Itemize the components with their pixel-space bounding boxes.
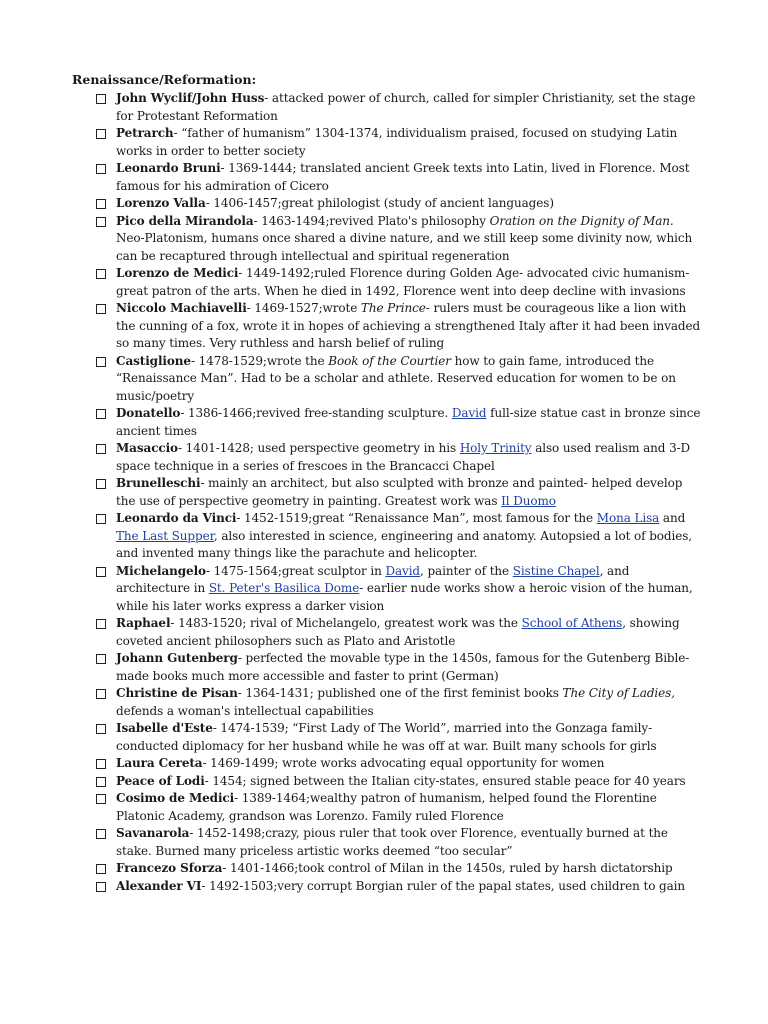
- item-text: - 1469-1499; wrote works advocating equal opportunity for women: [202, 756, 605, 770]
- artwork-link[interactable]: The Last Supper: [116, 528, 214, 543]
- item-text: - 1452-1519;great “Renaissance Man”, most famous for the: [236, 511, 597, 525]
- item-text: , painter of the: [420, 563, 513, 578]
- item-name: Castiglione: [116, 353, 191, 368]
- checkbox-icon[interactable]: [96, 777, 106, 787]
- item-name: Cosimo de Medici: [116, 791, 235, 805]
- item-text: - 1364-1431; published one of the first feminist books: [237, 686, 563, 700]
- list-item: [96, 650, 701, 685]
- checkbox-icon[interactable]: [96, 444, 106, 454]
- checkbox-icon[interactable]: [96, 724, 106, 734]
- item-name: Leonardo da Vinci: [116, 511, 237, 525]
- item-text: , showing coveted ancient philosophers such as Plato and Aristotle: [116, 616, 680, 648]
- list-item: [96, 440, 701, 475]
- item-text: also used realism and 3-D space technique in a series of frescoes in the Brancacci Chapel: [116, 441, 691, 473]
- list-item: [96, 213, 701, 266]
- item-text: , and architecture in: [116, 563, 630, 595]
- checkbox-icon[interactable]: [96, 759, 106, 769]
- item-name: Lorenzo de Medici: [116, 266, 239, 280]
- list-item: [96, 90, 701, 125]
- item-name: Raphael: [116, 616, 171, 630]
- item-text: full-size statue cast in bronze since ancient times: [116, 406, 701, 438]
- item-name: Laura Cereta: [116, 756, 203, 770]
- checkbox-icon[interactable]: [96, 129, 106, 139]
- checkbox-icon[interactable]: [96, 94, 106, 104]
- item-text: - earlier nude works show a heroic vision of the human, while his later works express a darker vision: [116, 581, 693, 613]
- item-name: Christine de Pisan: [116, 686, 238, 700]
- checkbox-icon[interactable]: [96, 479, 106, 489]
- item-name: Petrarch: [116, 126, 174, 140]
- list-item: [96, 685, 701, 720]
- item-text: defends a woman's intellectual capabilities: [116, 703, 374, 718]
- list-item: [96, 160, 701, 195]
- checkbox-icon[interactable]: [96, 864, 106, 874]
- item-name: Niccolo Machiavelli: [116, 301, 247, 315]
- artwork-link[interactable]: Sistine Chapel: [512, 563, 600, 578]
- artwork-link[interactable]: David: [451, 406, 487, 420]
- checkbox-icon[interactable]: [96, 409, 106, 419]
- checkbox-icon[interactable]: [96, 164, 106, 174]
- item-text: - 1475-1564;great sculptor in: [205, 563, 386, 578]
- list-item: [96, 405, 701, 440]
- checkbox-icon[interactable]: [96, 514, 106, 524]
- list-item: [96, 265, 701, 300]
- list-item: [96, 353, 701, 406]
- item-text: Neo-Platonism, humans once shared a divine nature, and we still keep some divinity now, which can be recaptured through intellectual and spiritual regeneration: [116, 231, 693, 263]
- list-item: [96, 790, 701, 825]
- italic-title: The Prince: [360, 301, 426, 315]
- checkbox-icon[interactable]: [96, 829, 106, 839]
- checkbox-icon[interactable]: [96, 357, 106, 367]
- item-text: - perfected the movable type in the 1450s, famous for the Gutenberg Bible- made books much more accessible and faster to print (German): [116, 651, 690, 683]
- item-name: Peace of Lodi: [116, 773, 205, 788]
- list-item: [96, 720, 701, 755]
- artwork-link[interactable]: Il Duomo: [501, 493, 556, 508]
- item-text: - 1389-1464;wealthy patron of humanism, helped found the Florentine Platonic Academy, grandson was Lorenzo. Family ruled Florence: [116, 791, 657, 823]
- item-text: - 1401-1466;took control of Milan in the 1450s, ruled by harsh dictatorship: [222, 861, 673, 875]
- italic-title: The City of Ladies,: [562, 686, 675, 700]
- checkbox-icon[interactable]: [96, 882, 106, 892]
- checkbox-icon[interactable]: [96, 689, 106, 699]
- item-text: - 1478-1529;wrote the: [190, 353, 329, 368]
- item-name: Alexander VI: [116, 878, 202, 893]
- checkbox-icon[interactable]: [96, 654, 106, 664]
- artwork-link[interactable]: Holy Trinity: [459, 441, 532, 455]
- item-text: - attacked power of church, called for simpler Christianity, set the stage for Protestant Reformation: [116, 91, 696, 123]
- checkbox-icon[interactable]: [96, 619, 106, 629]
- item-text: - 1463-1494;revived Plato's philosophy: [253, 213, 490, 228]
- checkbox-icon[interactable]: [96, 269, 106, 279]
- item-name: Johann Gutenberg: [116, 651, 238, 665]
- item-text: - 1369-1444; translated ancient Greek texts into Latin, lived in Florence. Most famous for his admiration of Cicero: [116, 161, 690, 193]
- list-item: [96, 878, 701, 896]
- item-text: - 1483-1520; rival of Michelangelo, greatest work was the: [170, 616, 522, 630]
- artwork-link[interactable]: School of Athens: [521, 616, 623, 630]
- item-text: - 1386-1466;revived free-standing sculpture.: [180, 406, 452, 420]
- item-name: Isabelle d'Este: [116, 721, 213, 735]
- item-name: Michelangelo: [116, 563, 206, 578]
- item-name: Donatello: [116, 406, 181, 420]
- page-title: Renaissance/Reformation:: [72, 72, 257, 87]
- list-item: [96, 195, 701, 213]
- item-text: - 1406-1457;great philologist (study of ancient languages): [205, 196, 554, 210]
- item-name: Savanarola: [116, 826, 190, 840]
- checkbox-icon[interactable]: [96, 217, 106, 227]
- item-text: - 1449-1492;ruled Florence during Golden Age- advocated civic humanism- great patron of the arts. When he died in 1492, Florence went into deep decline with invasions: [116, 266, 690, 298]
- list-item: [96, 825, 701, 860]
- item-text: - mainly an architect, but also sculpted with bronze and painted- helped develop the use of perspective geometry in painting. Greatest work was: [116, 476, 683, 508]
- list-item: [96, 773, 701, 791]
- item-list: [96, 90, 701, 895]
- italic-title: Book of the Courtier: [328, 353, 451, 368]
- checkbox-icon[interactable]: [96, 199, 106, 209]
- list-item: [96, 475, 701, 510]
- item-name: John Wyclif/John Huss: [116, 91, 265, 105]
- item-name: Masaccio: [116, 441, 178, 455]
- checkbox-icon[interactable]: [96, 304, 106, 314]
- list-item: [96, 860, 701, 878]
- list-item: [96, 510, 701, 563]
- item-text: - 1452-1498;crazy, pious ruler that took over Florence, eventually burned at the stake. Burned many priceless artistic works deemed “too secular”: [116, 826, 668, 858]
- item-text: - 1454; signed between the Italian city-states, ensured stable peace for 40 years: [204, 773, 686, 788]
- item-text: - 1469-1527;wrote: [246, 301, 361, 315]
- item-text: , also interested in science, engineering and anatomy. Autopsied a lot of bodies, and invented many things like the parachute and helicopter.: [116, 528, 693, 560]
- item-name: Brunelleschi: [116, 476, 201, 490]
- item-name: Francezo Sforza: [116, 861, 223, 875]
- item-text: how to gain fame, introduced the “Renaissance Man”. Had to be a scholar and athlete. Reserved education for women to be on music/poetry: [116, 353, 676, 403]
- artwork-link[interactable]: St. Peter's Basilica Dome: [208, 581, 360, 595]
- item-name: Pico della Mirandola: [116, 213, 254, 228]
- item-name: Lorenzo Valla: [116, 196, 206, 210]
- item-name: Leonardo Bruni: [116, 161, 221, 175]
- list-item: [96, 615, 701, 650]
- artwork-link[interactable]: David: [385, 563, 421, 578]
- list-item: [96, 300, 701, 353]
- checkbox-icon[interactable]: [96, 794, 106, 804]
- item-text: - “father of humanism” 1304-1374, individualism praised, focused on studying Latin works in order to better society: [116, 126, 678, 158]
- list-item: [96, 755, 701, 773]
- item-text: - rulers must be courageous like a lion with the cunning of a fox, wrote it in hopes of achieving a strengthened Italy after it had been invaded so many times. Very ruthless and harsh belief of ruling: [116, 301, 701, 350]
- item-text: - 1474-1539; “First Lady of The World”, married into the Gonzaga family- conducted diplomacy for her husband while he was off at war. Built many schools for girls: [116, 721, 657, 753]
- checkbox-icon[interactable]: [96, 567, 106, 577]
- artwork-link[interactable]: Mona Lisa: [596, 511, 660, 525]
- list-item: [96, 563, 701, 616]
- italic-title: Oration on the Dignity of Man.: [489, 213, 674, 228]
- item-text: and: [659, 511, 686, 525]
- item-text: - 1492-1503;very corrupt Borgian ruler of the papal states, used children to gain: [201, 878, 686, 893]
- list-item: [96, 125, 701, 160]
- item-text: - 1401-1428; used perspective geometry in his: [177, 441, 460, 455]
